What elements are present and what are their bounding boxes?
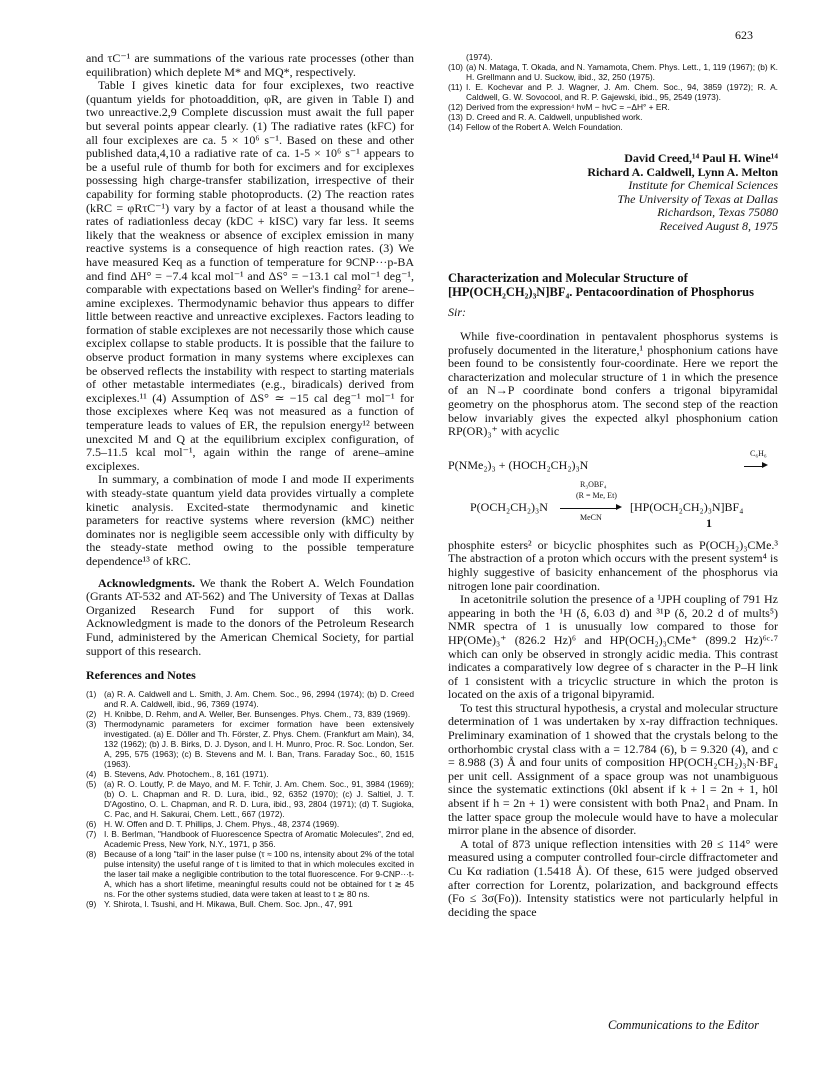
reference-text: I. B. Berlman, "Handbook of Fluorescence Spectra of Aromatic Molecules", 2nd ed, Academic Press, New York, N.Y., 1971, p 356. bbox=[104, 829, 414, 850]
reference-text: (1974). bbox=[466, 52, 493, 62]
affiliation-block bbox=[448, 179, 778, 233]
reference-item bbox=[448, 122, 778, 132]
affiliation-line: Richardson, Texas 75080 bbox=[657, 205, 778, 219]
reaction-arrow bbox=[744, 466, 764, 467]
received-date: Received August 8, 1975 bbox=[659, 218, 778, 233]
reference-text: Y. Shirota, I. Tsushi, and H. Mikawa, Bull. Chem. Soc. Jpn., 47, 991 bbox=[104, 899, 353, 910]
reference-text: Thermodynamic parameters for excimer formation have been extensively investigated. (a) E. Döller and Th. Förster, Z. Phys. Chem. (Frankfurt am Main), 34, 132 (1962); (b) J. B. Birks, D. J. Dyson, and I. H. Munro, Proc. R. Soc. London, Ser. A, 295, 575 (1963); (c) B. Stevens and M. I. Ban, Trans. Faraday Soc., 60, 1515 (1963). bbox=[104, 719, 414, 770]
reference-item bbox=[86, 819, 414, 829]
reaction-arrow bbox=[560, 508, 618, 509]
reference-text: (a) R. O. Loutfy, P. de Mayo, and M. F. Tchir, J. Am. Chem. Soc., 91, 3984 (1969); (b) O. L. Chapman and R. D. Lura, ibid., 92, 6352 (1970); (c) J. Saltiel, J. T. D'Agostino, O. L. Chapman, and R. D. Lura, ibid., 93, 2804 (1971); (d) T. Sugioka, C. Pac, and H. Sakurai, Chem. Lett., 667 (1972). bbox=[104, 779, 414, 820]
arrowhead-icon bbox=[762, 462, 768, 468]
reference-number: (5) bbox=[86, 779, 97, 790]
affiliation-line: The University of Texas at Dallas bbox=[617, 191, 778, 206]
compound-number: 1 bbox=[706, 515, 712, 530]
right-body-continued bbox=[448, 539, 778, 920]
paragraph: Table I gives kinetic data for four exciplexes, two reactive (quantum yields for photoaddition, φR, are given in Table I) and two unreactive.2,9 Complete discussion must await the full paper but several points appear clearly. (1) The radiative rates (kFC) for all four exciplexes are ca. 5 × 10⁶ s⁻¹. Based on these and other published data,4,10 a radiative rate of ca. 1-5 × 10⁶ s⁻¹ appears to be a useful rule of thumb for both for excimers and for exciplexes possessing high charge-transfer stabilization, irrespective of their capability for forming stable photoproducts. (2) The reaction rates (kRC = φRτC⁻¹) vary by a factor of at least a thousand while the rates of radiationless decay (kDC + kISC) vary far less. It seems likely that the weakness or absence of exciplex emission in many reactive systems is a consequence of high reaction rates. (3) We have measured Keq as a function of temperature for 9CNP···p-BA and find ΔH° = −7.4 kcal mol⁻¹ and ΔS° = −13.1 cal mol⁻¹ deg⁻¹, comparable with expectations based on Weller's finding² for arene–amine exciplexes. Thermodynamic behavior thus appears to differ little between reactive and unreactive exciplexes. Factors leading to formation of stable exciplexes are not necessarily those which cause exciplex collapse to stable products. It is possible that the failure to observe product formation in many systems where exciplexes can be observed reflects the instability with respect to starting materials of other metastable intermediates (e.g., biradicals) derived from exciplexes.¹¹ (4) Assumption of ΔS° ≃ −15 cal deg⁻¹ mol⁻¹ for those exciplexes where Keq was not measured as a function of temperature leads to values of ER, the repulsion energy¹² between unexcited M and Q at the equilibrium exciplex configuration, of 7.5–11.5 kcal mol⁻¹, again within the range of arene–amine exciplexes. bbox=[86, 78, 414, 473]
scheme-product: [HP(OCH₂CH₂)₃N]BF₄ bbox=[630, 499, 744, 514]
paragraph: While five-coordination in pentavalent phosphorus systems is profusely documented in the literature,¹ phosphonium cations have been found to be consistently four-coordinate. Here we report the characterization and molecular structure of 1 in which the presence of an N→P coordinate bond confers a trigonal bipyramidal geometry on the phosphorus atom. The second step of the reaction below invariably gives the expected alkyl phosphonium cation RP(OR)₃⁺ with acyclic bbox=[448, 329, 778, 439]
arrowhead-icon bbox=[616, 504, 622, 510]
reference-item bbox=[448, 82, 778, 102]
reference-text: (a) N. Mataga, T. Okada, and N. Yamamota, Chem. Phys. Lett., 1, 119 (1967); (b) K. H. Grellmann and U. Suckow, ibid., 32, 250 (1975). bbox=[466, 62, 778, 82]
reference-item bbox=[86, 849, 414, 899]
reference-item bbox=[448, 102, 778, 112]
left-body bbox=[86, 52, 414, 658]
reference-number: (10) bbox=[448, 62, 463, 72]
right-column bbox=[448, 52, 778, 919]
reference-text: Fellow of the Robert A. Welch Foundation. bbox=[466, 122, 623, 132]
reference-number: (13) bbox=[448, 112, 463, 122]
paragraph: phosphite esters² or bicyclic phosphites such as P(OCH₂)₃CMe.³ The abstraction of a proton which occurs with the present system⁴ is highly suggestive of basicity enhancement of the phosphorus via nitrogen lone pair coordination. bbox=[448, 537, 778, 593]
affiliation-line: Institute for Chemical Sciences bbox=[628, 178, 778, 192]
scheme-reactants: P(NMe₂)₃ + (HOCH₂CH₂)₃N bbox=[448, 457, 589, 472]
left-column bbox=[86, 52, 414, 909]
scheme-reagent-condition: (R = Me, Et) bbox=[576, 490, 617, 500]
references-list bbox=[86, 689, 414, 909]
references-continued bbox=[448, 52, 778, 132]
acknowledgment bbox=[86, 577, 414, 659]
authors-line: David Creed,¹⁴ Paul H. Wine¹⁴ bbox=[624, 151, 778, 165]
reference-item bbox=[86, 779, 414, 819]
reference-text: D. Creed and R. A. Caldwell, unpublished work. bbox=[466, 112, 643, 122]
reference-text: B. Stevens, Adv. Photochem., 8, 161 (1971). bbox=[104, 769, 269, 780]
reference-text: I. E. Kochevar and P. J. Wagner, J. Am. Chem. Soc., 94, 3859 (1972); R. A. Caldwell, G. W. Sovocool, and R. P. Gajewski, ibid., 95, 2549 (1973). bbox=[466, 82, 778, 102]
reference-number: (7) bbox=[86, 829, 97, 840]
reference-number: (9) bbox=[86, 899, 97, 910]
reference-number: (6) bbox=[86, 819, 97, 830]
scheme-solvent-label: MeCN bbox=[580, 512, 602, 522]
article-title: Characterization and Molecular Structure of [HP(OCH₂CH₂)₃N]BF₄. Pentacoordination of Phosphorus bbox=[448, 271, 754, 299]
paragraph: In acetonitrile solution the presence of a ¹JPH coupling of 791 Hz appearing in both the ¹H (δ, 6.03 d) and ³¹P (δ, 20.2 d of mults⁵) NMR spectra of 1 is unusually low compared to those for HP(OMe)₃⁺ (826.2 Hz)⁶ and HP(OCH₂)₃CMe⁺ (899.2 Hz)⁶ᶜ·⁷ which can only be observed in strongly acidic media. This contrast indicates a comparatively low degree of s character in the P–H link of 1 consistent with a tricyclic structure in which the proton is located on the axis of a trigonal bipyramid. bbox=[448, 592, 778, 702]
scheme-intermediate: P(OCH₂CH₂)₃N bbox=[470, 499, 548, 514]
reference-text: H. Knibbe, D. Rehm, and A. Weller, Ber. Bunsenges. Phys. Chem., 73, 839 (1969). bbox=[104, 709, 411, 720]
reference-item bbox=[86, 829, 414, 849]
reference-text: Derived from the expression⁴ hνM − hνC = −ΔH° + ER. bbox=[466, 102, 670, 112]
reference-item bbox=[448, 62, 778, 82]
authors-line: Richard A. Caldwell, Lynn A. Melton bbox=[587, 164, 778, 179]
reaction-scheme bbox=[448, 445, 778, 531]
page-number: 623 bbox=[735, 28, 753, 42]
reference-number: (1) bbox=[86, 689, 97, 700]
paragraph: and τC⁻¹ are summations of the various rate processes (other than equilibration) which deplete M* and MQ*, respectively. bbox=[86, 51, 414, 79]
paragraph: In summary, a combination of mode I and mode II experiments with steady-state quantum yield data provides virtually a complete kinetic analysis. Excited-state thermodynamic and kinetic parameters for reactive systems where reversion (kMC) neither dominates nor is negligible seem accessible only with difficulty by the steady-state method owing to the possible temperature dependence¹³ of kRC. bbox=[86, 472, 414, 568]
reference-item bbox=[448, 52, 778, 62]
paragraph: To test this structural hypothesis, a crystal and molecular structure determination of 1 was undertaken by x-ray diffraction techniques. Preliminary examination of 1 showed that the crystals belong to the orthorhombic crystal class with a = 12.784 (6), b = 9.320 (4), and c = 8.988 (3) Å and four units of composition HP(OCH₂CH₂)₃N·BF₄ per unit cell. Assignment of a space group was not unambiguous since the systematic extinctions (0kl absent if k + l = 2n + 1, h0l absent if h = 2n + 1) were consistent with both Pna2₁ and Pnam. In the latter space group the molecule would have to have a molecular mirror plane in the absence of disorder. bbox=[448, 700, 778, 838]
running-footer: Communications to the Editor bbox=[607, 1018, 759, 1032]
scheme-reagent-label: R₃OBF₄ bbox=[580, 479, 607, 489]
references-heading: References and Notes bbox=[86, 668, 196, 683]
reference-item bbox=[448, 112, 778, 122]
reference-number: (12) bbox=[448, 102, 463, 112]
salutation: Sir: bbox=[448, 305, 466, 319]
reference-item bbox=[86, 689, 414, 709]
reference-text: (a) R. A. Caldwell and L. Smith, J. Am. Chem. Soc., 96, 2994 (1974); (b) D. Creed and R. A. Caldwell, ibid., 96, 7369 (1974). bbox=[104, 689, 414, 710]
reference-number: (8) bbox=[86, 849, 97, 860]
reference-item bbox=[86, 899, 414, 909]
acknowledgment-heading: Acknowledgments. bbox=[98, 575, 196, 590]
reference-number: (14) bbox=[448, 122, 463, 132]
paragraph: A total of 873 unique reflection intensities with 2θ ≤ 114° were measured using a computer controlled four-circle diffractometer and Cu Kα radiation (1.5418 Å). Of these, 615 were judged observed after correction for Lorentz, polarization, and background effects (Fo ≤ 3σ(Fo)). Intensity statistics were not particularly helpful in deciding the space bbox=[448, 836, 778, 919]
author-block bbox=[448, 152, 778, 179]
scheme-solvent-label: C₆H₆ bbox=[750, 448, 767, 458]
reference-number: (2) bbox=[86, 709, 97, 720]
reference-number: (11) bbox=[448, 82, 463, 92]
acknowledgment-text: We thank the Robert A. Welch Foundation (Grants AT-532 and AT-562) and The University of Texas at Dallas Organized Research Fund for support of this work. Acknowledgment is made to the donors of the Petroleum Research Fund, administered by the American Chemical Society, for partial support of this research. bbox=[86, 575, 414, 658]
reference-item bbox=[86, 719, 414, 769]
reference-item bbox=[86, 709, 414, 719]
reference-text: Because of a long "tail" in the laser pulse (τ ≈ 100 ns, intensity about 2% of the total pulse intensity) the useful range of t is limited to that in which molecules excited in the laser tail make a negligible contribution to the total fluorescence. For 9-CNP···t-A, which has a short lifetime, meaningful results could not be obtained for t ≳ 45 ns. For the other systems studied, data were taken at least to t ≳ 80 ns. bbox=[104, 849, 414, 900]
reference-number: (3) bbox=[86, 719, 97, 730]
right-body bbox=[448, 330, 778, 439]
reference-item bbox=[86, 769, 414, 779]
reference-number: (4) bbox=[86, 769, 97, 780]
reference-text: H. W. Offen and D. T. Phillips, J. Chem. Phys., 48, 2374 (1969). bbox=[104, 819, 340, 830]
